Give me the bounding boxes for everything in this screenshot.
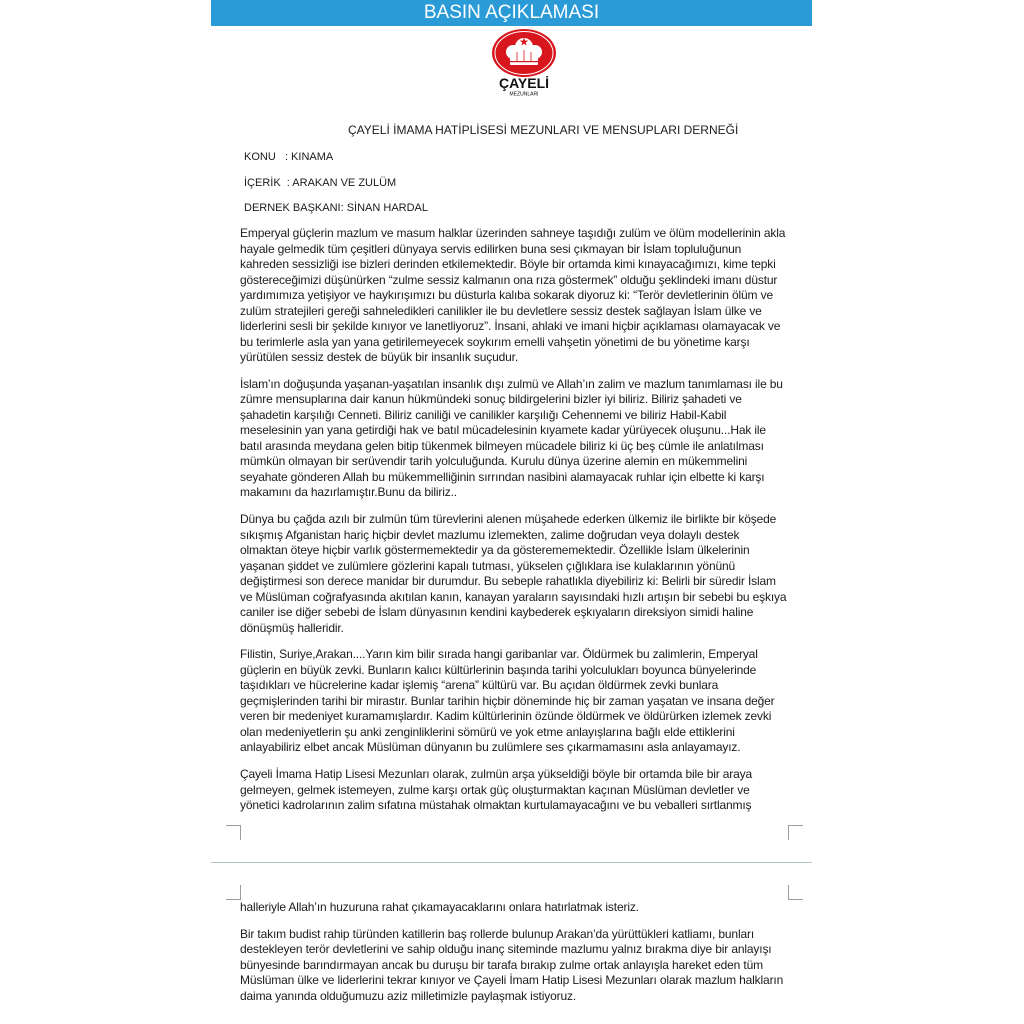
paragraph	[240, 647, 805, 756]
meta-content: İÇERİK : ARAKAN VE ZULÜM	[244, 176, 397, 189]
margin-corner-mark	[226, 825, 241, 840]
text-line: seyahate gönderen Allah bu mükemmelliğinin sırrından nasibini alamayacak ruhlar için elbette ki karşı	[240, 469, 765, 484]
page-1-body	[240, 226, 805, 825]
text-line: bu terimlerle asla yan yana getirilemeyecek soykırım emelli vahşetin yönetimi de bu yönetime karşı	[240, 334, 750, 349]
text-line: ve Müslüman coğrafyasında akıtılan kanın, kanayan yaraların sayısındaki hızlı artışın bir sebebi bu eşkıya	[240, 589, 787, 604]
text-line: dönüşmüş halleridir.	[240, 620, 344, 635]
paragraph	[240, 377, 805, 501]
header-bar	[211, 0, 812, 26]
header-title: BASIN AÇIKLAMASI	[423, 2, 600, 23]
margin-corner-mark	[788, 825, 803, 840]
association-logo	[488, 28, 560, 100]
paragraph	[240, 927, 805, 1005]
text-line: Filistin, Suriye,Arakan....Yarın kim bilir sırada hangi garibanlar var. Öldürmek bu zalimlerin, Emperyal	[240, 647, 758, 662]
text-line: olan medeniyetlerin şu anki zenginliklerini sömürü ve yok etme anlayışlarına bağlı elde ettiklerini	[240, 724, 735, 739]
text-line: Dünya bu çağda azılı bir zulmün tüm türevlerini alenen müşahede ederken ülkemiz ile birlikte bir köşede	[240, 512, 777, 526]
text-line: İslam’ın doğuşunda yaşanan-yaşatılan insanlık dışı zulmü ve Allah’ın zalim ve mazlum tanımlaması ile bu	[240, 376, 783, 391]
text-line: göstereceğimizi düşünürken “zulme sessiz kalmanın ona rıza göstermek” olduğu şeklindeki imanı düstur	[240, 272, 778, 287]
text-line: Müslüman ülke ve liderlerini tekrar kınıyor ve Çayeli İmam Hatip Lisesi Mezunları olarak mazlum halkların	[240, 973, 784, 988]
document-title: ÇAYELİ İMAMA HATİPLİSESİ MEZUNLARI VE MENSUPLARI DERNEĞİ	[348, 123, 739, 137]
text-line: makamını da hazırlamıştır.Bunu da biliriz..	[240, 485, 457, 500]
text-line: güçlerin en büyük zevki. Bunların kalıcı kültürlerinin başında tarihi yolculukları boyunca bünyelerinde	[240, 662, 757, 677]
text-line: Bir takım budist rahip türünden katillerin baş rollerde bulunup Arakan’da yürüttükleri katliamı, bunları	[240, 926, 755, 941]
text-line: mümkün olmayan bir serüvendir tarih yolculuğunda. Kurulu dünya üzerine alemin en mükemmelini	[240, 454, 748, 469]
text-line: değiştirmesi son derece manidar bir durumdur. Bu sebeple rahatlıkla diyebiliriz ki: Belirli bir süredir İslam	[240, 574, 776, 588]
text-line: daima yanında olduğumuzu aziz milletimizle paylaşmak istiyoruz.	[240, 988, 577, 1003]
margin-corner-mark	[788, 885, 803, 900]
text-line: zulüm stratejileri gereği sahneledikleri canilikler ile bu devletlere sessiz destek sağlayan İslam ülke ve	[240, 303, 762, 318]
text-line: olmaktan öteye hiçbir varlık göstermemektedir ya da gösterememektedir. Özellikle İslam ülkelerinin	[240, 543, 750, 557]
meta-president: DERNEK BAŞKANI: SİNAN HARDAL	[244, 202, 428, 214]
document-meta	[244, 149, 428, 226]
text-line: geçmişlerinden tarihi bir mirastır. Bunlar tarihin hiçbir döneminde hiç bir zaman yaşatan ve insana değer	[240, 693, 775, 708]
text-line: Emperyal güçlerin mazlum ve masum halklar üzerinden sahneye taşıdığı zulüm ve ölüm modellerinin akla	[240, 226, 786, 240]
text-line: caniler ise diğer sebebi de İslam dünyasının kendini kaybederek eşkıyaların direksiyon simidi haline	[240, 605, 754, 619]
text-line: destekleyen terör devletlerini ve sahip olduğu inanç siteminde mazlumu yalnız bırakma diye bir anlayışı	[240, 942, 772, 957]
text-line: veren bir medeniyet kuramamışlardır. Kadim kültürlerinin özünde öldürmek ve öldürürken izlemek zevki	[240, 709, 772, 724]
text-line: anlayabiliriz elbet ancak Müslüman dünyanın bu zulümlere ses çıkarmamasını asla anlayamayız.	[240, 740, 741, 755]
text-line: hayale gelmedik tüm çeşitleri dünyaya servis edilirken buna sesi çıkmayan bir İslam topluluğunun	[240, 241, 742, 256]
page-break-line	[211, 862, 812, 863]
page-2-body	[240, 900, 805, 1016]
meta-subject: KONU : KINAMA	[244, 151, 334, 163]
text-line: meselesinin yan yana getirdiği hak ve batıl mücadelesinin kıyamete kadar yürüyecek oluşunu...Hak ile	[240, 423, 766, 438]
text-line: sıkışmış Afganistan hariç hiçbir devlet mazlumu izlemekten, zalime doğrudan veya dolaylı destek	[240, 527, 740, 542]
logo-name: ÇAYELİ	[498, 75, 550, 91]
text-line: liderlerini sesli bir şekilde kınıyor ve lanetliyoruz”. İnsani, ahlaki ve imani hiçbir açıklaması olamayacak ve	[240, 319, 781, 333]
paragraph	[240, 512, 805, 636]
text-line: halleriyle Allah’ın huzuruna rahat çıkamayacaklarını onlara hatırlatmak isteriz.	[240, 900, 639, 914]
text-line: şahadetin karşılığı Cenneti. Biliriz caniliği ve canilikler karşılığı Cehennemi ve biliriz Habil-Kabil	[240, 407, 727, 422]
text-line: yönetici kadrolarının zalim sıfatına müstahak olmaktan kurtulamayacağını ve bu veballeri sırtlanmış	[240, 798, 752, 812]
text-line: yaşanan şiddet ve zulümlere gözlerini kapalı tutması, yükselen çığlıklara ise kulaklarının yönünü	[240, 558, 736, 573]
margin-corner-mark	[226, 885, 241, 900]
paragraph	[240, 767, 805, 814]
logo-tagline: MEZUNLARI	[509, 91, 539, 98]
text-line: yardımımıza yetişiyor ve haykırışımızı bu düsturla kalıba sokarak diyoruz ki: “Terör devletlerinin ölüm ve	[240, 288, 773, 302]
text-line: bünyesinde barındırmayan ancak bu duruşu bir tarafa bırakıp zulme ortak anlayışla hareket eden tüm	[240, 957, 763, 972]
text-line: kahreden sessizliği ise bizleri derinden etkilemektedir. Böyle bir ortamda kimi kınayacağımızı, kime tepki	[240, 257, 776, 271]
paragraph	[240, 226, 805, 366]
paragraph	[240, 900, 805, 916]
text-line: Çayeli İmama Hatip Lisesi Mezunları olarak, zulmün arşa yükseldiği böyle bir ortamda bile bir araya	[240, 767, 753, 781]
text-line: zümre mensuplarına dair kanun hükmündeki sonuç bildirgelerini bizler iyi biliriz. Biliriz şahadeti ve	[240, 392, 742, 407]
text-line: batıl arasında meydana gelen bitip tükenmek bilmeyen mücadele biliriz ki üç beş cümle ile anlatılması	[240, 438, 764, 453]
text-line: gelmeyen, gelmek istemeyen, zulme karşı ortak güç oluşturmaktan kaçınan Müslüman devletler ve	[240, 782, 750, 797]
text-line: yürütülen sessiz destek de büyük bir insanlık suçudur.	[240, 350, 519, 364]
text-line: taşıdıkları ve hücrelerine kadar işlemiş “arena” kültürü var. Bu açıdan öldürmek zevki bunlara	[240, 678, 719, 693]
